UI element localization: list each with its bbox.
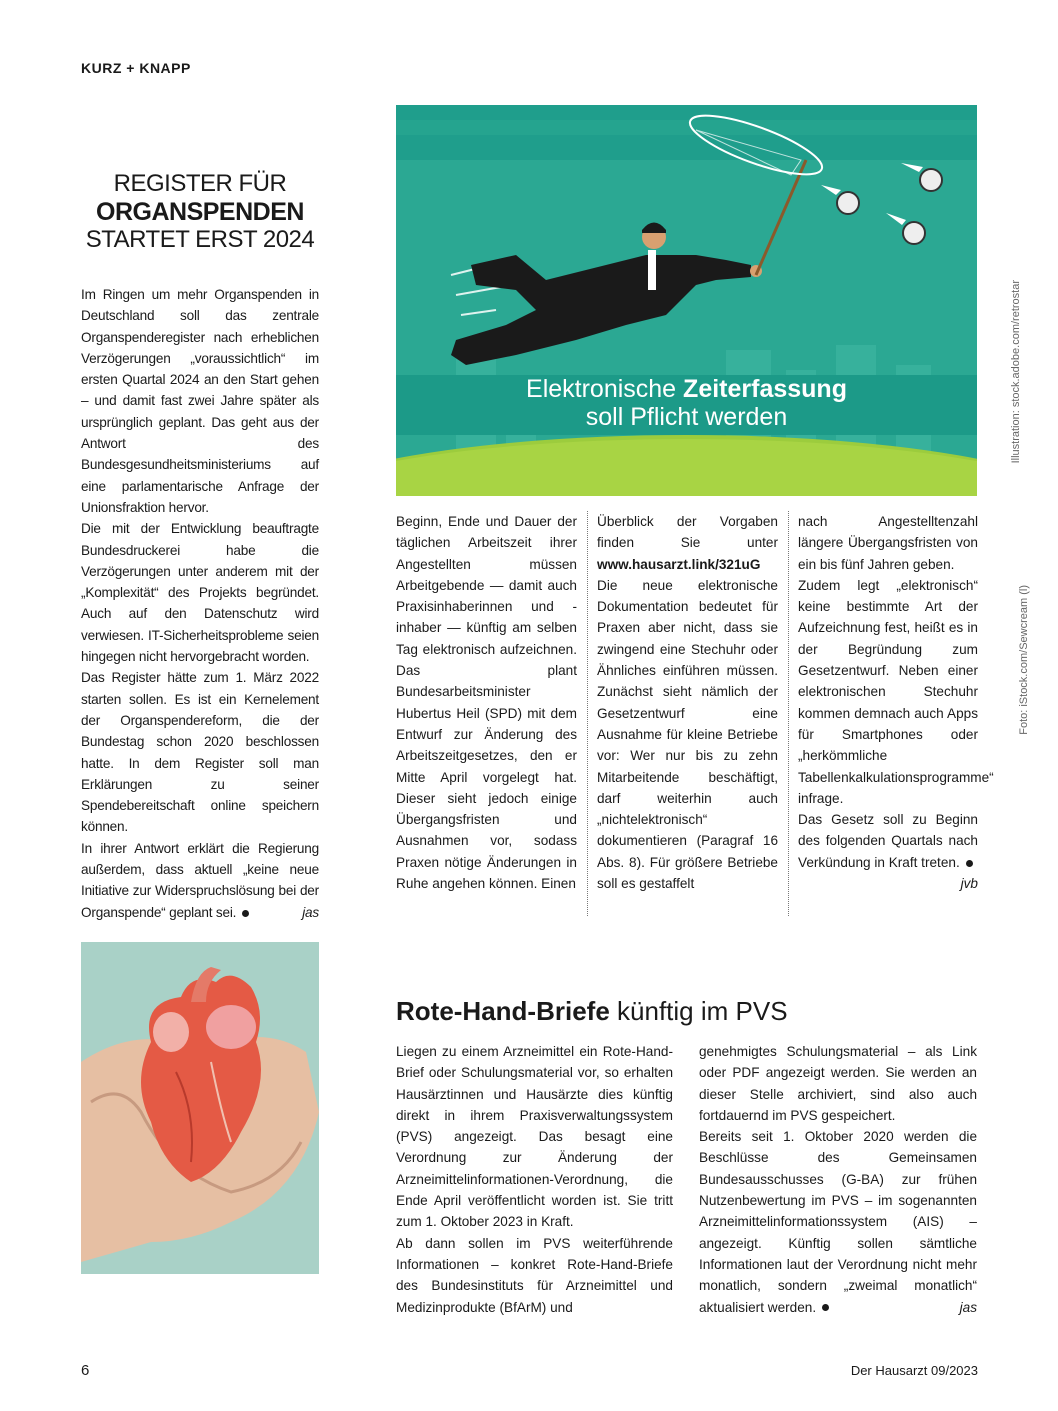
photo-credit-text: Foto: iStock.com/Sewcream (l) xyxy=(1018,585,1030,735)
headline-pre: Elektronische xyxy=(526,375,684,403)
paragraph-last xyxy=(699,1126,977,1318)
end-mark-icon xyxy=(822,1304,829,1311)
rote-hand-col1 xyxy=(396,1041,673,1318)
paragraph-text: In ihrer Antwort erklärt die Regierung außerdem, dass aktuell „keine neue Initiative zur Widerspruchslösung bei der Organspende“ geplant sei. xyxy=(81,840,319,920)
paragraph: Das Register hätte zum 1. März 2022 starten sollen. Es ist ein Kernelement der Organspendereform, die der Bundestag schon 2020 beschlossen hatte. In dem Register soll man Erklärungen zu seiner Spendebereitschaft online speichern können. xyxy=(81,670,319,835)
paragraph xyxy=(597,511,778,575)
paragraph: nach Angestelltenzahl längere Übergangsfristen von ein bis fünf Jahren geben. xyxy=(798,514,978,572)
title-line-2: ORGANSPENDEN xyxy=(96,198,304,226)
column-divider xyxy=(788,511,789,916)
photo-credit xyxy=(1018,585,1030,740)
paragraph: Ab dann sollen im PVS weiterführende Informationen – konkret Rote-Hand-Briefe des Bundesinstituts für Arzneimittel und Medizinprodukte (BfArM) und xyxy=(396,1235,673,1315)
paragraph-text: Bereits seit 1. Oktober 2020 werden die Beschlüsse des Gemeinsamen Bundesausschusses (G-BA) zur frühen Nutzenbewertung im PVS – im sogenannten Arzneimittelinformationssystem (AIS) – angezeigt. Künftig sollen sämtliche Informationen laut der Verordnung nicht mehr monatlich, sondern „zweimal monatlich“ aktualisiert werden. xyxy=(699,1129,977,1315)
paragraph: Die mit der Entwicklung beauftragte Bundesdruckerei habe die Verzögerungen unter anderem mit der „Komplexität“ des Projekts begründet. Auch auf den Datenschutz wird verwiesen. IT-Sicherheitsprobleme seien hingegen nicht hervorgebracht worden. xyxy=(81,521,319,665)
end-mark-icon xyxy=(242,910,249,917)
title-line-3: STARTET ERST 2024 xyxy=(85,226,315,253)
paragraph-last xyxy=(81,838,319,923)
zeiterfassung-illustration xyxy=(396,105,977,496)
paragraph: Zudem legt „elektronisch“ keine bestimmte Art der Aufzeichnung fest, heißt es in der Begründung zum Gesetzentwurf. Neben einer elektronischen Stechuhr kommen demnach auch Apps für Smartphones oder „herkömmliche Tabellenkalkulationsprogramme“ infrage. xyxy=(798,577,994,806)
signature: jvb xyxy=(960,876,978,892)
heart-photo-graphic xyxy=(81,942,319,1274)
headline-bold: Zeiterfassung xyxy=(683,375,847,403)
paragraph: Die neue elektronische Dokumentation bedeutet für Praxen aber nicht, dass sie zwingend eine Stechuhr oder Ähnliches einführen müssen. Zunächst sieht nämlich der Gesetzentwurf eine Ausnahme für kleine Betriebe vor: Wer nur bis zu zehn Mitarbeitende beschäftigt, darf weiterhin auch „nichtelektronisch“ dokumentieren (Paragraf 16 Abs. 8). Für größere Betriebe soll es gestaffelt xyxy=(597,577,778,892)
magazine-issue: Der Hausarzt 09/2023 xyxy=(850,1363,978,1378)
left-article-body xyxy=(81,284,319,923)
paragraph: Beginn, Ende und Dauer der täglichen Arbeitszeit ihrer Angestellten müssen Arbeitgebende — damit auch Praxisinhaberinnen und -inhaber — künftig am selben Tag elektronisch aufzeichnen. Das plant Bundesarbeitsminister Hubertus Heil (SPD) mit dem Entwurf zur Änderung des Arbeitszeitgesetzes, den er Mitte April vorgelegt hat. Dieser sieht jedoch einige Übergangsfristen und Ausnahmen vor, sodass Praxen nötige Änderungen in Ruhe angehen können. Einen xyxy=(396,514,577,892)
heart-in-hands-photo xyxy=(81,942,319,1274)
paragraph: Im Ringen um mehr Organspenden in Deutschland soll das zentrale Organspenderegister nach erheblichen Verzögerungen „voraussichtlich“ im ersten Quartal 2024 an den Start gehen – und damit fast zwei Jahre später als ursprünglich geplant. Das geht aus der Antwort des Bundesgesundheitsministeriums auf eine parlamentarische Anfrage der Unionsfraktion hervor. xyxy=(81,287,319,515)
left-article-title xyxy=(81,170,319,254)
middle-article-col2 xyxy=(597,511,778,894)
paragraph: genehmigtes Schulungsmaterial – als Link oder PDF angezeigt werden. Sie werden an dieser Stelle archiviert, sind also auch fortdauernd im PVS gespeichert. xyxy=(699,1044,977,1123)
middle-article-col1 xyxy=(396,511,577,894)
signature: jas xyxy=(959,1299,977,1315)
paragraph: Liegen zu einem Arzneimittel ein Rote-Hand-Brief oder Schulungsmaterial vor, so erhalten Hausärztinnen und Hausärzte dies künftig direkt in ihrem Praxisverwaltungssystem (PVS) angezeigt. Das besagt eine Verordnung zur Änderung der Arzneimittelinformationen-Verordnung, die Ende April veröffentlicht worden ist. Sie tritt zum 1. Oktober 2023 in Kraft. xyxy=(396,1044,673,1230)
headline-line-2: soll Pflicht werden xyxy=(585,403,788,431)
illustration-credit-text: Illustration: stock.adobe.com/retrostar xyxy=(1010,280,1022,464)
paragraph-last xyxy=(798,809,978,892)
title-line-1: REGISTER FÜR xyxy=(113,170,287,197)
column-divider xyxy=(587,511,588,916)
link-url[interactable]: www.hausarzt.link/321uG xyxy=(597,556,761,572)
illustration-graphic xyxy=(396,105,977,496)
title-bold: Rote-Hand-Briefe xyxy=(396,996,610,1026)
end-mark-icon xyxy=(966,860,973,867)
paragraph-text: Überblick der Vorgaben finden Sie unter xyxy=(597,514,778,551)
title-rest: künftig im PVS xyxy=(609,996,788,1026)
page-number: 6 xyxy=(81,1362,90,1379)
paragraph-text: Das Gesetz soll zu Beginn des folgenden Quartals nach Verkündung in Kraft treten. xyxy=(798,812,978,870)
rote-hand-title xyxy=(396,996,788,1027)
illustration-credit xyxy=(1010,280,1030,500)
rote-hand-col2 xyxy=(699,1041,977,1318)
signature: jas xyxy=(302,904,319,920)
section-label: KURZ + KNAPP xyxy=(81,60,191,76)
illustration-headline xyxy=(396,375,977,431)
middle-article-col3 xyxy=(798,511,994,894)
